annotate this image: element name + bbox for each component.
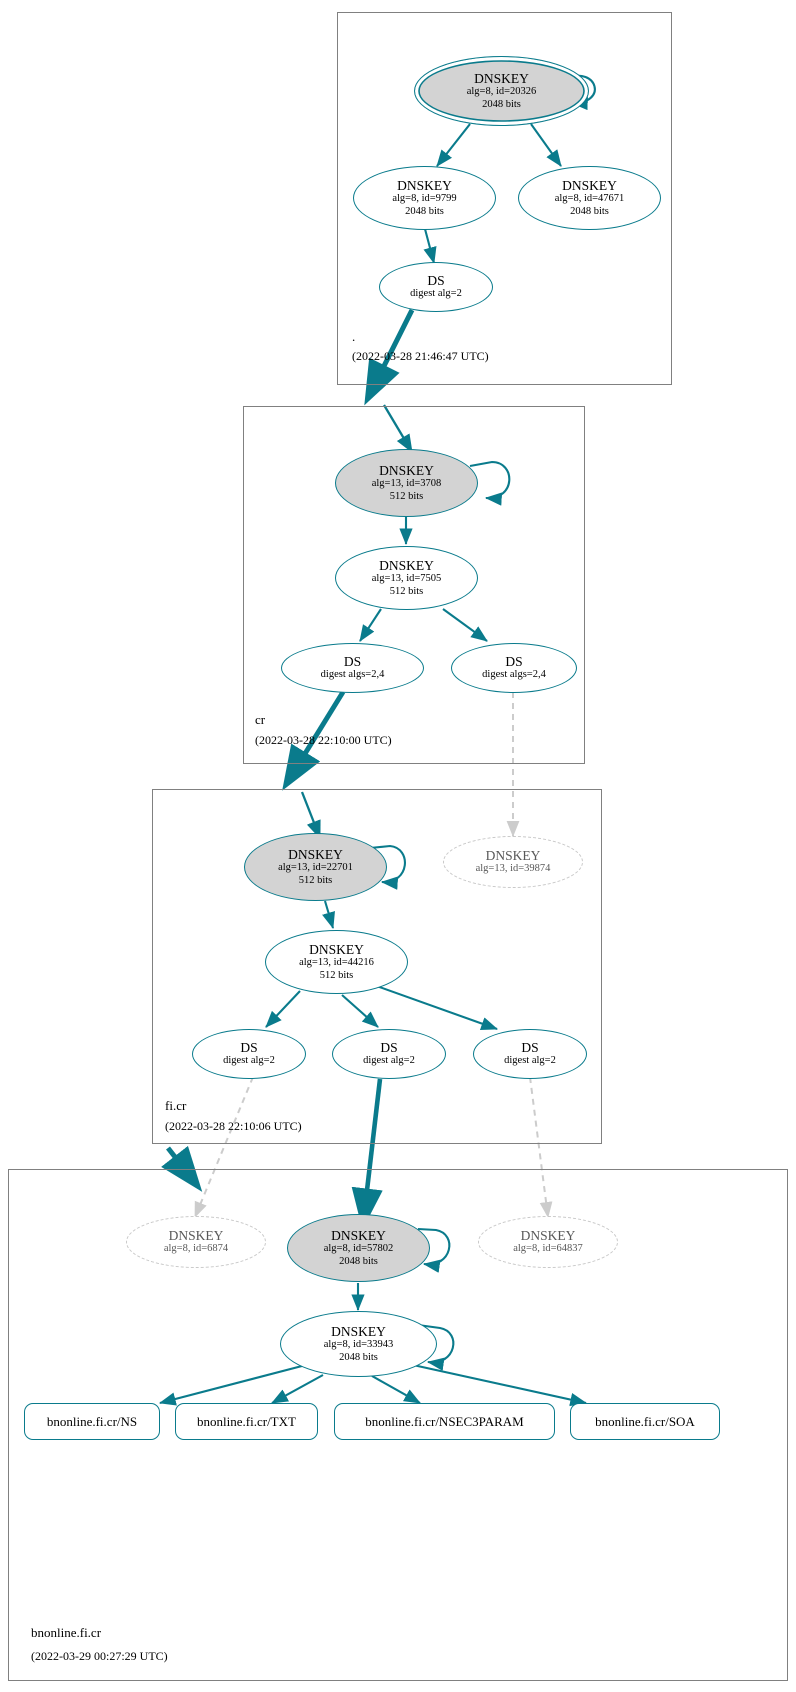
- dnskey-node-bnonline-ksk-57802[interactable]: [287, 1214, 430, 1282]
- rrset-node-ns[interactable]: [24, 1403, 160, 1440]
- node-title: DS: [240, 1040, 258, 1056]
- dnskey-node-cr-ksk-3708[interactable]: [335, 449, 478, 517]
- zone-label-cr-name: cr: [255, 712, 266, 727]
- node-title: DNSKEY: [309, 942, 364, 957]
- node-detail-alg-id: alg=8, id=47671: [554, 193, 625, 204]
- node-title: DNSKEY: [331, 1324, 386, 1339]
- dnskey-node-root-zsk-47671[interactable]: [518, 166, 661, 230]
- dnskey-node-ficr-zsk-44216[interactable]: [265, 930, 408, 994]
- zone-label-bnonline-name: bnonline.fi.cr: [31, 1625, 102, 1640]
- rrset-node-txt[interactable]: [175, 1403, 318, 1440]
- node-title: DNSKEY: [562, 178, 617, 193]
- zone-label-root-name: .: [352, 329, 356, 344]
- rrset-label: bnonline.fi.cr/NS: [46, 1413, 138, 1429]
- zone-label-root-time: (2022-03-28 21:46:47 UTC): [352, 349, 489, 363]
- node-detail-alg-id: alg=13, id=3708: [371, 478, 442, 489]
- node-title: DNSKEY: [379, 463, 434, 478]
- ds-node-cr-to-ficr-left[interactable]: [281, 643, 424, 693]
- ds-node-root-to-cr[interactable]: [379, 262, 493, 312]
- rrset-label: bnonline.fi.cr/NSEC3PARAM: [365, 1413, 524, 1429]
- node-title: DNSKEY: [168, 1228, 224, 1244]
- dnskey-node-ficr-ksk-22701[interactable]: [244, 833, 387, 901]
- dnskey-node-bnonline-zsk-33943[interactable]: [280, 1311, 437, 1377]
- node-title: DNSKEY: [520, 1228, 576, 1244]
- node-detail-keysize: 512 bits: [389, 490, 424, 502]
- node-detail-keysize: 2048 bits: [570, 205, 609, 217]
- node-title: DS: [505, 654, 523, 670]
- node-title: DS: [427, 273, 445, 289]
- node-detail-digest: digest algs=2,4: [320, 669, 385, 681]
- dnskey-node-root-zsk-9799[interactable]: [353, 166, 496, 230]
- node-detail-keysize: 2048 bits: [339, 1351, 378, 1363]
- node-title: DS: [343, 654, 362, 670]
- dnskey-node-bnonline-orphan-64837[interactable]: [478, 1216, 618, 1268]
- node-detail-alg-id: alg=8, id=64837: [513, 1243, 583, 1255]
- zone-label-ficr-name: fi.cr: [165, 1098, 187, 1113]
- node-title: DNSKEY: [397, 178, 452, 193]
- zone-label-ficr-time: (2022-03-28 22:10:06 UTC): [165, 1119, 302, 1133]
- dnskey-node-root-ksk-20326[interactable]: [414, 56, 589, 126]
- node-title: DNSKEY: [288, 847, 343, 862]
- node-detail-keysize: 2048 bits: [339, 1255, 378, 1267]
- node-detail-keysize: 512 bits: [389, 585, 424, 597]
- node-title: DNSKEY: [379, 558, 434, 573]
- node-detail-digest: digest alg=2: [363, 1055, 415, 1067]
- zone-label-cr-time: (2022-03-28 22:10:00 UTC): [255, 733, 392, 747]
- zone-label-bnonline-time: (2022-03-29 00:27:29 UTC): [31, 1649, 168, 1663]
- node-title: DS: [380, 1040, 398, 1056]
- node-detail-alg-id: alg=13, id=22701: [278, 862, 353, 873]
- dnskey-node-ficr-orphan-39874[interactable]: [443, 836, 583, 888]
- node-detail-alg-id: alg=13, id=39874: [475, 863, 551, 875]
- node-detail-alg-id: alg=8, id=9799: [392, 193, 457, 204]
- ds-node-ficr-3[interactable]: [473, 1029, 587, 1079]
- dnskey-node-bnonline-orphan-6874[interactable]: [126, 1216, 266, 1268]
- node-detail-alg-id: alg=8, id=57802: [323, 1243, 394, 1254]
- node-title: DNSKEY: [485, 848, 541, 864]
- node-title: DNSKEY: [474, 71, 529, 86]
- node-detail-keysize: 2048 bits: [482, 98, 521, 110]
- node-detail-digest: digest algs=2,4: [482, 669, 546, 681]
- rrset-label: bnonline.fi.cr/SOA: [595, 1413, 695, 1429]
- node-detail-digest: digest alg=2: [410, 288, 462, 300]
- node-detail-alg-id: alg=13, id=7505: [371, 573, 442, 584]
- dnskey-node-cr-zsk-7505[interactable]: [335, 546, 478, 610]
- node-detail-keysize: 512 bits: [298, 874, 333, 886]
- ds-node-cr-to-ficr-right[interactable]: [451, 643, 577, 693]
- ds-node-ficr-2[interactable]: [332, 1029, 446, 1079]
- rrset-node-nsec3param[interactable]: [334, 1403, 555, 1440]
- node-title: DS: [521, 1040, 539, 1056]
- rrset-label: bnonline.fi.cr/TXT: [197, 1413, 296, 1429]
- node-detail-keysize: 512 bits: [319, 969, 354, 981]
- node-detail-alg-id: alg=8, id=6874: [163, 1243, 229, 1255]
- node-detail-keysize: 2048 bits: [405, 205, 444, 217]
- node-title: DNSKEY: [331, 1228, 386, 1243]
- node-detail-alg-id: alg=8, id=20326: [466, 86, 537, 97]
- node-detail-alg-id: alg=13, id=44216: [299, 957, 374, 968]
- node-detail-digest: digest alg=2: [504, 1055, 556, 1067]
- node-detail-alg-id: alg=8, id=33943: [323, 1339, 394, 1350]
- node-detail-digest: digest alg=2: [223, 1055, 275, 1067]
- rrset-node-soa[interactable]: [570, 1403, 720, 1440]
- ds-node-ficr-1[interactable]: [192, 1029, 306, 1079]
